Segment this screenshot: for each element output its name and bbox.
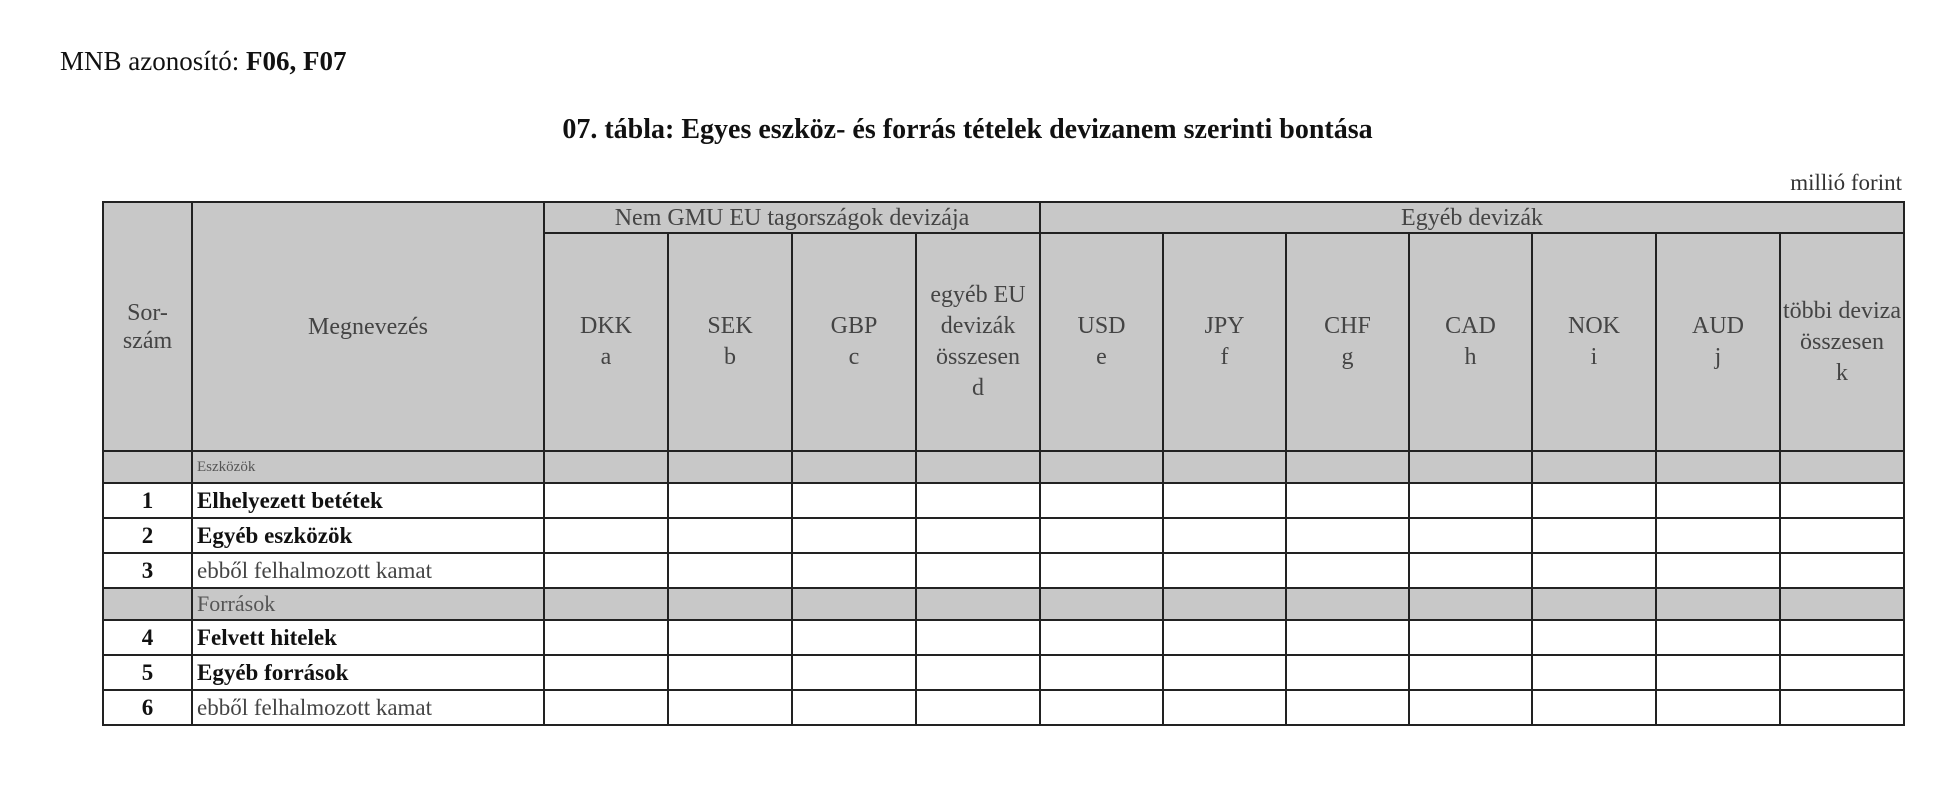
table-row — [103, 518, 1904, 553]
mnb-identifier — [60, 46, 347, 77]
value-cell[interactable] — [1656, 620, 1780, 655]
row-number: 5 — [103, 655, 192, 690]
value-cell[interactable] — [916, 518, 1040, 553]
value-cell[interactable] — [792, 553, 916, 588]
value-cell[interactable] — [792, 518, 916, 553]
value-cell[interactable] — [1163, 483, 1286, 518]
value-cell[interactable] — [1532, 620, 1656, 655]
cell — [916, 451, 1040, 483]
value-cell[interactable] — [916, 655, 1040, 690]
header-sorszam: Sor-szám — [103, 202, 192, 451]
header-currency: SEK b — [668, 233, 792, 451]
value-cell[interactable] — [1780, 553, 1904, 588]
value-cell[interactable] — [792, 655, 916, 690]
value-cell[interactable] — [1409, 553, 1532, 588]
cell — [1656, 451, 1780, 483]
section-label-eszkozok: Eszközök — [192, 451, 544, 483]
value-cell[interactable] — [544, 655, 668, 690]
cell — [1409, 588, 1532, 620]
currency-breakdown-table — [102, 201, 1905, 726]
row-name: Felvett hitelek — [192, 620, 544, 655]
value-cell[interactable] — [1409, 655, 1532, 690]
value-cell[interactable] — [1286, 690, 1409, 725]
value-cell[interactable] — [544, 518, 668, 553]
value-cell[interactable] — [668, 620, 792, 655]
value-cell[interactable] — [1780, 655, 1904, 690]
table-row — [103, 655, 1904, 690]
value-cell[interactable] — [1286, 553, 1409, 588]
value-cell[interactable] — [1163, 518, 1286, 553]
cell — [916, 588, 1040, 620]
row-name: Elhelyezett betétek — [192, 483, 544, 518]
value-cell[interactable] — [1286, 655, 1409, 690]
value-cell[interactable] — [544, 690, 668, 725]
cell — [1409, 451, 1532, 483]
table-row — [103, 620, 1904, 655]
header-megnevezes: Megnevezés — [192, 202, 544, 451]
cell — [668, 451, 792, 483]
section-label-forrasok: Források — [192, 588, 544, 620]
cell — [1286, 451, 1409, 483]
row-name: ebből felhalmozott kamat — [192, 553, 544, 588]
value-cell[interactable] — [792, 620, 916, 655]
cell — [792, 451, 916, 483]
table-row — [103, 553, 1904, 588]
value-cell[interactable] — [544, 620, 668, 655]
cell — [1040, 451, 1163, 483]
value-cell[interactable] — [1409, 620, 1532, 655]
value-cell[interactable] — [1409, 518, 1532, 553]
value-cell[interactable] — [792, 483, 916, 518]
value-cell[interactable] — [1780, 690, 1904, 725]
value-cell[interactable] — [1286, 620, 1409, 655]
row-number: 3 — [103, 553, 192, 588]
cell — [544, 588, 668, 620]
value-cell[interactable] — [1780, 483, 1904, 518]
value-cell[interactable] — [1040, 483, 1163, 518]
value-cell[interactable] — [792, 690, 916, 725]
value-cell[interactable] — [1163, 655, 1286, 690]
header-currency: többi deviza összesen k — [1780, 233, 1904, 451]
value-cell[interactable] — [668, 655, 792, 690]
header-currency: CAD h — [1409, 233, 1532, 451]
header-group-egyeb: Egyéb devizák — [1040, 202, 1904, 233]
value-cell[interactable] — [916, 553, 1040, 588]
cell — [1532, 588, 1656, 620]
header-currency: CHF g — [1286, 233, 1409, 451]
section-num — [103, 588, 192, 620]
value-cell[interactable] — [1040, 620, 1163, 655]
value-cell[interactable] — [1656, 553, 1780, 588]
value-cell[interactable] — [1040, 518, 1163, 553]
header-currency: USD e — [1040, 233, 1163, 451]
value-cell[interactable] — [916, 690, 1040, 725]
cell — [668, 588, 792, 620]
value-cell[interactable] — [1780, 620, 1904, 655]
value-cell[interactable] — [1532, 553, 1656, 588]
header-currency: DKK a — [544, 233, 668, 451]
value-cell[interactable] — [1656, 690, 1780, 725]
value-cell[interactable] — [1163, 690, 1286, 725]
header-currency: AUD j — [1656, 233, 1780, 451]
row-name: Egyéb források — [192, 655, 544, 690]
cell — [1532, 451, 1656, 483]
section-row-eszkozok — [103, 451, 1904, 483]
value-cell[interactable] — [1409, 483, 1532, 518]
cell — [1163, 588, 1286, 620]
header-currency: GBP c — [792, 233, 916, 451]
unit-label: millió forint — [1790, 170, 1902, 195]
row-number: 2 — [103, 518, 192, 553]
row-name: ebből felhalmozott kamat — [192, 690, 544, 725]
cell — [1780, 451, 1904, 483]
value-cell[interactable] — [668, 553, 792, 588]
value-cell[interactable] — [1532, 655, 1656, 690]
row-name: Egyéb eszközök — [192, 518, 544, 553]
value-cell[interactable] — [544, 483, 668, 518]
value-cell[interactable] — [668, 690, 792, 725]
cell — [1040, 588, 1163, 620]
value-cell[interactable] — [1163, 620, 1286, 655]
table-row — [103, 483, 1904, 518]
value-cell[interactable] — [916, 620, 1040, 655]
header-currency: NOK i — [1532, 233, 1656, 451]
row-number: 4 — [103, 620, 192, 655]
section-row-forrasok — [103, 588, 1904, 620]
header-currency: JPY f — [1163, 233, 1286, 451]
value-cell[interactable] — [1780, 518, 1904, 553]
table-title: 07. tábla: Egyes eszköz- és forrás tételek devizanem szerinti bontása — [562, 114, 1373, 145]
cell — [1286, 588, 1409, 620]
cell — [1656, 588, 1780, 620]
cell — [544, 451, 668, 483]
value-cell[interactable] — [1286, 518, 1409, 553]
value-cell[interactable] — [544, 553, 668, 588]
table-row — [103, 690, 1904, 725]
value-cell[interactable] — [1409, 690, 1532, 725]
value-cell[interactable] — [1656, 655, 1780, 690]
mnb-label: MNB azonosító: — [60, 46, 240, 76]
section-num — [103, 451, 192, 483]
value-cell[interactable] — [916, 483, 1040, 518]
cell — [1780, 588, 1904, 620]
value-cell[interactable] — [1163, 553, 1286, 588]
mnb-value: F06, F07 — [246, 46, 347, 76]
value-cell[interactable] — [1286, 483, 1409, 518]
row-number: 1 — [103, 483, 192, 518]
value-cell[interactable] — [1040, 690, 1163, 725]
value-cell[interactable] — [1532, 483, 1656, 518]
header-group-eu: Nem GMU EU tagországok devizája — [544, 202, 1040, 233]
value-cell[interactable] — [668, 518, 792, 553]
value-cell[interactable] — [1532, 690, 1656, 725]
row-number: 6 — [103, 690, 192, 725]
value-cell[interactable] — [1532, 518, 1656, 553]
value-cell[interactable] — [1656, 483, 1780, 518]
cell — [792, 588, 916, 620]
value-cell[interactable] — [668, 483, 792, 518]
value-cell[interactable] — [1040, 655, 1163, 690]
value-cell[interactable] — [1656, 518, 1780, 553]
header-currency: egyéb EU devizák összesen d — [916, 233, 1040, 451]
cell — [1163, 451, 1286, 483]
value-cell[interactable] — [1040, 553, 1163, 588]
